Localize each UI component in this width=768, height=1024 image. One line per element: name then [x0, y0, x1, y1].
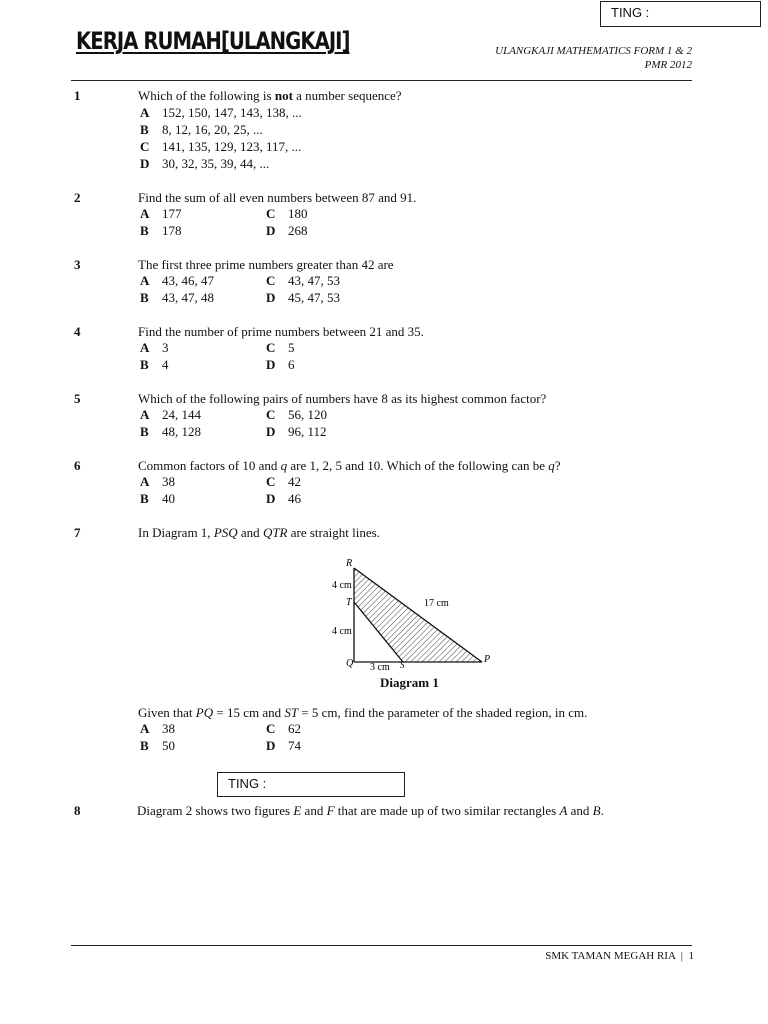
dim-rt: 4 cm: [332, 580, 352, 591]
option: [140, 491, 175, 507]
header-rule: [71, 80, 692, 81]
diagram-1: [290, 556, 540, 672]
subtitle-line-1: ULANGKAJI MATHEMATICS FORM 1 & 2: [495, 45, 692, 57]
option-text: 180: [288, 206, 308, 221]
ting-label: TING :: [228, 776, 267, 791]
footer: [394, 950, 694, 962]
option-letter: D: [266, 424, 276, 439]
option: [140, 273, 214, 289]
question-number: 2: [74, 190, 81, 205]
label-p: P: [484, 654, 491, 665]
option-letter: B: [140, 424, 149, 439]
question-text-part: Given that: [138, 705, 196, 720]
footer-page-number: 1: [688, 950, 694, 962]
option: [140, 474, 175, 490]
option-text: 50: [162, 738, 175, 753]
question-number: 6: [74, 458, 81, 473]
option: [140, 738, 175, 754]
option: [266, 206, 308, 222]
label-q: Q: [346, 658, 354, 669]
option-letter: A: [140, 721, 150, 736]
header-subtitle: [392, 44, 692, 72]
option-letter: C: [266, 407, 276, 422]
label-t: T: [346, 597, 352, 608]
option: [266, 223, 308, 239]
option: [140, 122, 263, 138]
option: [140, 223, 182, 239]
label-s: S: [400, 660, 405, 670]
option: [266, 273, 340, 289]
option-text: 40: [162, 491, 175, 506]
option-letter: C: [266, 273, 276, 288]
option-letter: B: [140, 122, 149, 137]
question-number: 7: [74, 525, 81, 540]
option-text: 48, 128: [162, 424, 201, 439]
question-text-part: and: [301, 803, 327, 818]
option-text: 38: [162, 721, 175, 736]
option-letter: A: [140, 206, 150, 221]
option: [140, 139, 301, 155]
question-text-variable: F: [326, 803, 335, 818]
option: [140, 407, 201, 423]
question-number: 3: [74, 257, 81, 272]
label-r: R: [346, 558, 353, 569]
dim-tq: 4 cm: [332, 626, 352, 637]
question-text-emphasis: not: [274, 88, 293, 103]
option-text: 42: [288, 474, 301, 489]
question-text: [138, 88, 402, 104]
option: [266, 357, 295, 373]
ting-label: TING :: [611, 5, 650, 20]
question-text-part: Which of the following is: [138, 88, 275, 103]
option-text: 5: [288, 340, 295, 355]
option-text: 30, 32, 35, 39, 44, ...: [162, 156, 270, 171]
option-text: 46: [288, 491, 301, 506]
question-given-text: [138, 705, 587, 721]
option: [140, 424, 201, 440]
footer-school: SMK TAMAN MEGAH RIA: [545, 950, 676, 962]
question-text: Which of the following pairs of numbers have 8 as its highest common factor?: [138, 391, 547, 406]
option-letter: D: [266, 223, 276, 238]
option-letter: A: [140, 474, 150, 489]
option-text: 268: [288, 223, 308, 238]
subtitle-line-2: PMR 2012: [644, 59, 692, 71]
option: [266, 721, 301, 737]
option-text: 43, 47, 53: [288, 273, 340, 288]
question-text-part: that are made up of two similar rectangles: [334, 803, 560, 818]
option-letter: B: [140, 491, 149, 506]
option-letter: D: [140, 156, 150, 171]
question-text-variable: E: [293, 803, 302, 818]
option-text: 6: [288, 357, 295, 372]
question-text: The first three prime numbers greater than 42 are: [138, 257, 394, 272]
option-letter: C: [140, 139, 150, 154]
question-text-variable: PQ: [195, 705, 214, 720]
option-letter: C: [266, 206, 276, 221]
footer-rule: [71, 945, 692, 946]
question-text: [137, 803, 604, 819]
option-letter: B: [140, 738, 149, 753]
option-letter: B: [140, 357, 149, 372]
option-letter: A: [140, 407, 150, 422]
question-text-part: are straight lines.: [287, 525, 380, 540]
option-letter: A: [140, 105, 150, 120]
option: [140, 357, 169, 373]
option-text: 56, 120: [288, 407, 327, 422]
option: [266, 491, 301, 507]
dim-qs: 3 cm: [370, 662, 390, 672]
page-title: KERJA RUMAH[ULANGKAJI]: [76, 27, 350, 55]
option-text: 43, 46, 47: [162, 273, 214, 288]
option-letter: C: [266, 721, 276, 736]
option-letter: A: [140, 340, 150, 355]
question-text-part: Common factors of 10 and: [138, 458, 281, 473]
option: [140, 721, 175, 737]
option-letter: D: [266, 290, 276, 305]
option-text: 24, 144: [162, 407, 201, 422]
question-text-part: ?: [554, 458, 561, 473]
question-text-part: Diagram 2 shows two figures: [137, 803, 294, 818]
option-text: 74: [288, 738, 301, 753]
diagram-caption: Diagram 1: [380, 675, 439, 690]
question-text-part: .: [600, 803, 604, 818]
option-letter: B: [140, 290, 149, 305]
question-number: 4: [74, 324, 81, 339]
option: [140, 156, 269, 172]
question-text: Find the sum of all even numbers between 87 and 91.: [138, 190, 417, 205]
question-text-part: = 15 cm and: [213, 705, 285, 720]
option-letter: C: [266, 340, 276, 355]
option-text: 8, 12, 16, 20, 25, ...: [162, 122, 263, 137]
option-text: 45, 47, 53: [288, 290, 340, 305]
option-text: 177: [162, 206, 182, 221]
option: [140, 340, 169, 356]
question-text-variable: ST: [284, 705, 299, 720]
option: [266, 407, 327, 423]
option-letter: C: [266, 474, 276, 489]
question-number: 1: [74, 88, 81, 103]
question-text-variable: B: [592, 803, 601, 818]
option-text: 96, 112: [288, 424, 327, 439]
question-text: [138, 458, 561, 474]
option: [266, 424, 327, 440]
question-text-part: = 5 cm, find the parameter of the shaded region, in cm.: [298, 705, 588, 720]
question-text-part: In Diagram 1,: [138, 525, 214, 540]
option-text: 178: [162, 223, 182, 238]
question-text-part: and: [237, 525, 263, 540]
ting-box-top: [600, 1, 761, 27]
option-text: 141, 135, 129, 123, 117, ...: [162, 139, 302, 154]
question-text-variable: PSQ: [213, 525, 238, 540]
ting-box-mid: [217, 772, 405, 797]
question-text: [138, 525, 380, 541]
question-text-part: and: [567, 803, 593, 818]
question-text-part: are 1, 2, 5 and 10. Which of the following can be: [287, 458, 549, 473]
option: [140, 290, 214, 306]
option-text: 43, 47, 48: [162, 290, 214, 305]
option-letter: D: [266, 738, 276, 753]
option: [266, 340, 295, 356]
option-letter: D: [266, 357, 276, 372]
question-text-variable: q: [548, 458, 555, 473]
question-number: 5: [74, 391, 81, 406]
option-text: 3: [162, 340, 169, 355]
option: [266, 290, 340, 306]
option: [266, 738, 301, 754]
question-text-variable: A: [559, 803, 568, 818]
dim-rp: 17 cm: [424, 598, 449, 609]
footer-separator: |: [680, 950, 683, 962]
option-text: 152, 150, 147, 143, 138, ...: [162, 105, 302, 120]
option-text: 62: [288, 721, 301, 736]
option-letter: A: [140, 273, 150, 288]
option-text: 38: [162, 474, 175, 489]
option: [140, 206, 182, 222]
question-text: Find the number of prime numbers between 21 and 35.: [138, 324, 424, 339]
question-number: 8: [74, 803, 81, 818]
option-letter: D: [266, 491, 276, 506]
question-text-variable: q: [280, 458, 288, 473]
option-text: 4: [162, 357, 169, 372]
option: [140, 105, 302, 121]
option-letter: B: [140, 223, 149, 238]
question-text-part: a number sequence?: [292, 88, 402, 103]
option: [266, 474, 301, 490]
question-text-variable: QTR: [262, 525, 288, 540]
